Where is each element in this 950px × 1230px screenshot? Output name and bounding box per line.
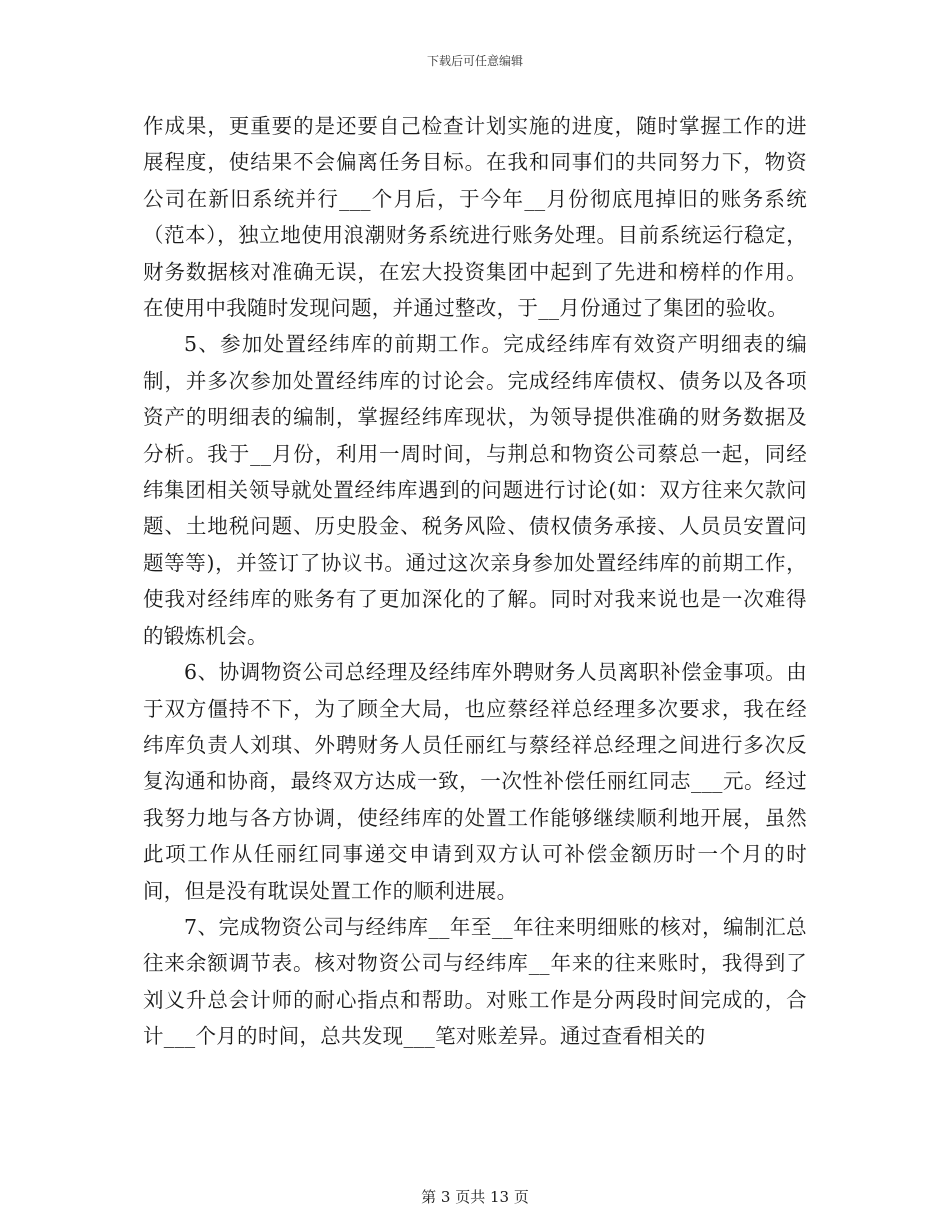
paragraph-item-7: 7、完成物资公司与经纬库__年至__年往来明细账的核对，编制汇总往来余额调节表。核对物资公司与经纬库__年来的往来账时，我得到了刘义升总会计师的耐心指点和帮助。对账工作是分两段时间完成的，合计___个月的时间，总共发现___笔对账差异。通过查看相关的: [143, 914, 807, 1049]
paragraph-item-6: 6、协调物资公司总经理及经纬库外聘财务人员离职补偿金事项。由于双方僵持不下，为了顾全大局，也应蔡经祥总经理多次要求，我在经纬库负责人刘琪、外聘财务人员任丽红与蔡经祥总经理之间进行多次反复沟通和协商，最终双方达成一致，一次性补偿任丽红同志___元。经过我努力地与各方协调，使经纬库的处置工作能够继续顺利地开展，虽然此项工作从任丽红同事递交申请到双方认可补偿金额历时一个月的时间，但是没有耽误处置工作的顺利进展。: [143, 660, 807, 903]
document-body: [143, 108, 807, 1055]
page-header-note: 下载后可任意编辑: [426, 54, 523, 68]
page-number-footer: 第 3 页共 13 页: [421, 1188, 529, 1206]
paragraph-item-5: 5、参加处置经纬库的前期工作。完成经纬库有效资产明细表的编制，并多次参加处置经纬库的讨论会。完成经纬库债权、债务以及各项资产的明细表的编制，掌握经纬库现状，为领导提供准确的财务数据及分析。我于__月份，利用一周时间，与荆总和物资公司蔡总一起，同经纬集团相关领导就处置经纬库遇到的问题进行讨论(如：双方往来欠款问题、土地税问题、历史股金、税务风险、债权债务承接、人员员安置问题等等)，并签订了协议书。通过这次亲身参加处置经纬库的前期工作，使我对经纬库的账务有了更加深化的了解。同时对我来说也是一次难得的锻炼机会。: [143, 332, 807, 648]
paragraph-continuation: 作成果，更重要的是还要自己检查计划实施的进度，随时掌握工作的进展程度，使结果不会偏离任务目标。在我和同事们的共同努力下，物资公司在新旧系统并行___个月后，于今年__月份彻底甩掉旧的账务系统（范本），独立地使用浪潮财务系统进行账务处理。目前系统运行稳定，财务数据核对准确无误，在宏大投资集团中起到了先进和榜样的作用。在使用中我随时发现问题，并通过整改，于__月份通过了集团的验收。: [143, 114, 807, 321]
